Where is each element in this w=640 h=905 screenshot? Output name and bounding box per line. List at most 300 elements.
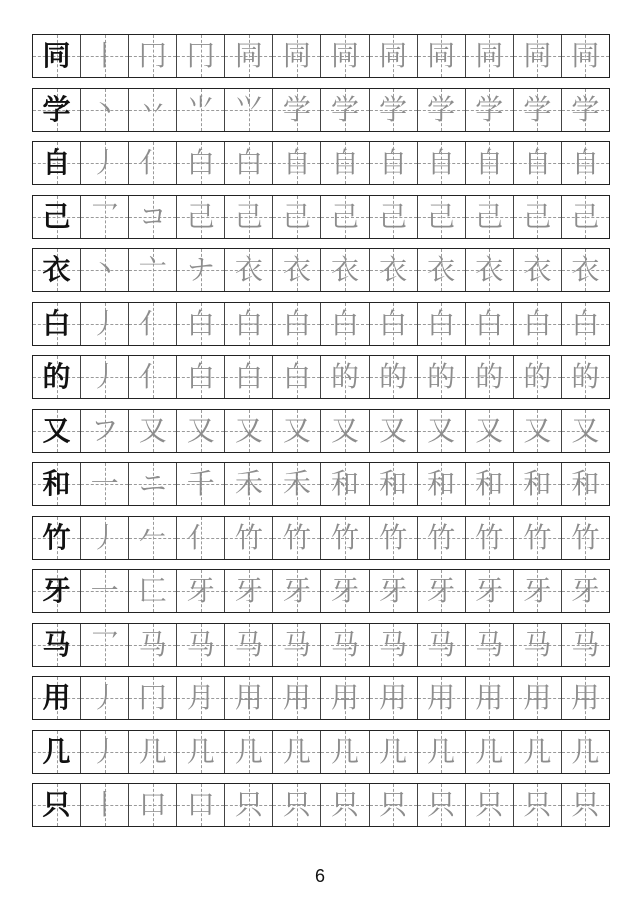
trace-cell bbox=[129, 410, 177, 452]
practice-row bbox=[32, 141, 610, 185]
stroke-order-step: 用 bbox=[234, 681, 263, 714]
trace-cell bbox=[418, 624, 466, 666]
stroke-order-step: 丿 bbox=[90, 146, 119, 179]
trace-cell bbox=[562, 517, 609, 559]
stroke-order-step: ⺌ bbox=[186, 92, 215, 126]
trace-cell bbox=[81, 196, 129, 238]
trace-cell bbox=[466, 356, 514, 398]
stroke-order-step: 用 bbox=[379, 681, 408, 714]
trace-cell bbox=[81, 731, 129, 773]
model-character: 用 bbox=[42, 681, 71, 714]
model-character: 自 bbox=[42, 146, 71, 179]
stroke-order-step: 亻 bbox=[138, 360, 167, 393]
trace-cell bbox=[418, 35, 466, 77]
trace-cell bbox=[562, 624, 609, 666]
trace-cell bbox=[370, 249, 418, 291]
trace-cell bbox=[466, 677, 514, 719]
stroke-order-step: 白 bbox=[571, 306, 600, 340]
trace-cell bbox=[177, 142, 225, 184]
stroke-order-step: 的 bbox=[523, 360, 552, 393]
stroke-order-step: 只 bbox=[475, 788, 504, 821]
trace-cell bbox=[273, 303, 321, 345]
trace-cell bbox=[321, 570, 369, 612]
trace-cell bbox=[514, 570, 562, 612]
trace-cell bbox=[562, 410, 609, 452]
trace-cell bbox=[466, 89, 514, 131]
trace-cell bbox=[273, 410, 321, 452]
trace-cell bbox=[514, 731, 562, 773]
stroke-order-step: 自 bbox=[379, 146, 408, 179]
trace-cell bbox=[418, 570, 466, 612]
stroke-order-step: 丨 bbox=[90, 788, 119, 821]
trace-cell bbox=[129, 784, 177, 826]
stroke-order-step: 丿 bbox=[90, 681, 119, 714]
trace-cell bbox=[225, 517, 273, 559]
stroke-order-step: 同 bbox=[571, 39, 600, 72]
stroke-order-step: 己 bbox=[427, 199, 456, 233]
stroke-order-step: 学 bbox=[571, 92, 600, 126]
stroke-order-step: 只 bbox=[427, 788, 456, 821]
practice-row bbox=[32, 623, 610, 667]
trace-cell bbox=[225, 677, 273, 719]
stroke-order-step: 又 bbox=[571, 413, 600, 447]
trace-cell bbox=[370, 784, 418, 826]
model-character: 牙 bbox=[42, 574, 71, 607]
stroke-order-step: 衣 bbox=[234, 253, 263, 286]
stroke-order-step: 竹 bbox=[523, 520, 552, 554]
stroke-order-step: 白 bbox=[186, 146, 215, 179]
trace-cell bbox=[129, 677, 177, 719]
trace-cell bbox=[321, 142, 369, 184]
trace-cell bbox=[562, 356, 609, 398]
stroke-order-step: 竹 bbox=[234, 520, 263, 554]
trace-cell bbox=[129, 35, 177, 77]
trace-cell bbox=[514, 89, 562, 131]
trace-cell bbox=[514, 356, 562, 398]
stroke-order-step: 同 bbox=[427, 39, 456, 72]
stroke-order-step: 几 bbox=[282, 734, 311, 768]
stroke-order-step: 牙 bbox=[475, 574, 504, 607]
stroke-order-step: 同 bbox=[523, 39, 552, 72]
trace-cell bbox=[321, 677, 369, 719]
model-character-cell bbox=[33, 624, 81, 666]
stroke-order-step: 用 bbox=[282, 681, 311, 714]
trace-cell bbox=[370, 356, 418, 398]
stroke-order-step: 竹 bbox=[571, 520, 600, 554]
trace-cell bbox=[562, 196, 609, 238]
stroke-order-step: 几 bbox=[138, 734, 167, 768]
stroke-order-step: 竹 bbox=[379, 520, 408, 554]
stroke-order-step: 同 bbox=[331, 39, 360, 72]
stroke-order-step: 用 bbox=[475, 681, 504, 714]
trace-cell bbox=[562, 784, 609, 826]
stroke-order-step: 自 bbox=[475, 146, 504, 179]
stroke-order-step: 己 bbox=[234, 199, 263, 233]
trace-cell bbox=[129, 249, 177, 291]
stroke-order-step: 的 bbox=[379, 360, 408, 393]
trace-cell bbox=[129, 463, 177, 505]
trace-cell bbox=[321, 784, 369, 826]
trace-cell bbox=[81, 35, 129, 77]
stroke-order-step: 禾 bbox=[234, 467, 263, 500]
trace-cell bbox=[177, 89, 225, 131]
model-character: 竹 bbox=[42, 520, 71, 554]
trace-cell bbox=[225, 89, 273, 131]
stroke-order-step: 牙 bbox=[523, 574, 552, 607]
stroke-order-step: 马 bbox=[523, 627, 552, 661]
stroke-order-step: 己 bbox=[475, 199, 504, 233]
trace-cell bbox=[225, 196, 273, 238]
trace-cell bbox=[273, 196, 321, 238]
stroke-order-step: 牙 bbox=[427, 574, 456, 607]
stroke-order-step: 乛 bbox=[90, 627, 119, 661]
model-character: 马 bbox=[42, 627, 71, 661]
stroke-order-step: 竹 bbox=[331, 520, 360, 554]
trace-cell bbox=[177, 356, 225, 398]
trace-cell bbox=[177, 196, 225, 238]
trace-cell bbox=[81, 410, 129, 452]
trace-cell bbox=[466, 517, 514, 559]
trace-cell bbox=[562, 677, 609, 719]
trace-cell bbox=[418, 89, 466, 131]
stroke-order-step: 衣 bbox=[571, 253, 600, 286]
stroke-order-step: 己 bbox=[282, 199, 311, 233]
trace-cell bbox=[370, 35, 418, 77]
model-character-cell bbox=[33, 89, 81, 131]
stroke-order-step: 白 bbox=[186, 306, 215, 340]
trace-cell bbox=[321, 356, 369, 398]
trace-cell bbox=[129, 196, 177, 238]
model-character: 又 bbox=[42, 413, 71, 447]
stroke-order-step: 同 bbox=[234, 39, 263, 72]
trace-cell bbox=[514, 249, 562, 291]
trace-cell bbox=[225, 142, 273, 184]
stroke-order-step: 白 bbox=[234, 360, 263, 393]
stroke-order-step: 丿 bbox=[90, 734, 119, 768]
stroke-order-step: 用 bbox=[523, 681, 552, 714]
model-character-cell bbox=[33, 784, 81, 826]
stroke-order-step: 几 bbox=[571, 734, 600, 768]
stroke-order-step: 丶 bbox=[90, 253, 119, 286]
trace-cell bbox=[129, 624, 177, 666]
trace-cell bbox=[466, 784, 514, 826]
trace-cell bbox=[514, 517, 562, 559]
trace-cell bbox=[321, 410, 369, 452]
stroke-order-step: 冂 bbox=[138, 39, 167, 72]
trace-cell bbox=[370, 89, 418, 131]
stroke-order-step: 只 bbox=[282, 788, 311, 821]
stroke-order-step: 和 bbox=[331, 467, 360, 500]
stroke-order-step: 自 bbox=[523, 146, 552, 179]
stroke-order-step: 马 bbox=[379, 627, 408, 661]
stroke-order-step: 学 bbox=[427, 92, 456, 126]
model-character: 衣 bbox=[42, 253, 71, 286]
trace-cell bbox=[177, 677, 225, 719]
stroke-order-step: 的 bbox=[475, 360, 504, 393]
trace-cell bbox=[273, 731, 321, 773]
stroke-order-step: 的 bbox=[427, 360, 456, 393]
trace-cell bbox=[562, 463, 609, 505]
trace-cell bbox=[370, 677, 418, 719]
trace-cell bbox=[273, 463, 321, 505]
model-character: 学 bbox=[42, 92, 71, 126]
trace-cell bbox=[370, 624, 418, 666]
trace-cell bbox=[81, 677, 129, 719]
trace-cell bbox=[514, 35, 562, 77]
stroke-order-step: 口 bbox=[138, 788, 167, 821]
stroke-order-step: 学 bbox=[331, 92, 360, 126]
stroke-order-step: 己 bbox=[331, 199, 360, 233]
trace-cell bbox=[321, 196, 369, 238]
trace-cell bbox=[514, 624, 562, 666]
trace-cell bbox=[81, 570, 129, 612]
stroke-order-step: 白 bbox=[523, 306, 552, 340]
trace-cell bbox=[562, 570, 609, 612]
page-number: 6 bbox=[314, 866, 325, 886]
stroke-order-step: 衣 bbox=[282, 253, 311, 286]
stroke-order-step: 亻 bbox=[138, 146, 167, 179]
trace-cell bbox=[273, 517, 321, 559]
trace-cell bbox=[370, 570, 418, 612]
stroke-order-step: 亻 bbox=[186, 520, 215, 554]
stroke-order-step: 的 bbox=[571, 360, 600, 393]
trace-cell bbox=[466, 410, 514, 452]
trace-cell bbox=[418, 677, 466, 719]
stroke-order-step: 亻 bbox=[138, 306, 167, 340]
stroke-order-step: フ bbox=[90, 413, 119, 447]
trace-cell bbox=[466, 463, 514, 505]
trace-cell bbox=[225, 35, 273, 77]
model-character-cell bbox=[33, 677, 81, 719]
stroke-order-step: 己 bbox=[379, 199, 408, 233]
trace-cell bbox=[418, 517, 466, 559]
trace-cell bbox=[321, 35, 369, 77]
trace-cell bbox=[418, 303, 466, 345]
trace-cell bbox=[225, 784, 273, 826]
stroke-order-step: 一 bbox=[90, 574, 119, 607]
stroke-order-step: 白 bbox=[234, 306, 263, 340]
stroke-order-step: 学 bbox=[523, 92, 552, 126]
stroke-order-step: 竹 bbox=[475, 520, 504, 554]
stroke-order-step: 白 bbox=[427, 306, 456, 340]
trace-cell bbox=[273, 142, 321, 184]
trace-cell bbox=[81, 249, 129, 291]
stroke-order-step: 和 bbox=[379, 467, 408, 500]
model-character: 同 bbox=[42, 39, 71, 72]
model-character-cell bbox=[33, 356, 81, 398]
stroke-order-step: 又 bbox=[475, 413, 504, 447]
trace-cell bbox=[466, 303, 514, 345]
stroke-order-step: 几 bbox=[331, 734, 360, 768]
trace-cell bbox=[273, 356, 321, 398]
stroke-order-step: 自 bbox=[427, 146, 456, 179]
trace-cell bbox=[466, 624, 514, 666]
trace-cell bbox=[129, 89, 177, 131]
stroke-order-step: 马 bbox=[571, 627, 600, 661]
trace-cell bbox=[466, 142, 514, 184]
practice-row bbox=[32, 195, 610, 239]
practice-grid bbox=[32, 34, 610, 837]
trace-cell bbox=[81, 142, 129, 184]
model-character-cell bbox=[33, 570, 81, 612]
stroke-order-step: 丿 bbox=[90, 360, 119, 393]
practice-row bbox=[32, 355, 610, 399]
stroke-order-step: 只 bbox=[234, 788, 263, 821]
stroke-order-step: 用 bbox=[427, 681, 456, 714]
trace-cell bbox=[370, 731, 418, 773]
stroke-order-step: 几 bbox=[523, 734, 552, 768]
trace-cell bbox=[562, 303, 609, 345]
practice-row bbox=[32, 569, 610, 613]
stroke-order-step: 竹 bbox=[282, 520, 311, 554]
trace-cell bbox=[514, 677, 562, 719]
stroke-order-step: 丿 bbox=[90, 520, 119, 554]
model-character-cell bbox=[33, 249, 81, 291]
stroke-order-step: 丷 bbox=[138, 92, 167, 126]
stroke-order-step: ⺍ bbox=[234, 92, 263, 126]
stroke-order-step: 和 bbox=[475, 467, 504, 500]
trace-cell bbox=[514, 142, 562, 184]
trace-cell bbox=[321, 249, 369, 291]
trace-cell bbox=[129, 517, 177, 559]
trace-cell bbox=[418, 142, 466, 184]
trace-cell bbox=[273, 624, 321, 666]
trace-cell bbox=[177, 624, 225, 666]
stroke-order-step: 白 bbox=[234, 146, 263, 179]
stroke-order-step: 匚 bbox=[138, 574, 167, 607]
trace-cell bbox=[370, 142, 418, 184]
trace-cell bbox=[466, 570, 514, 612]
trace-cell bbox=[81, 356, 129, 398]
trace-cell bbox=[370, 410, 418, 452]
practice-row bbox=[32, 88, 610, 132]
model-character-cell bbox=[33, 303, 81, 345]
stroke-order-step: 冂 bbox=[138, 681, 167, 714]
stroke-order-step: 己 bbox=[571, 199, 600, 233]
stroke-order-step: 自 bbox=[331, 146, 360, 179]
stroke-order-step: 口 bbox=[186, 788, 215, 821]
model-character-cell bbox=[33, 463, 81, 505]
stroke-order-step: 又 bbox=[331, 413, 360, 447]
trace-cell bbox=[514, 410, 562, 452]
stroke-order-step: 学 bbox=[379, 92, 408, 126]
model-character: 的 bbox=[42, 360, 71, 393]
stroke-order-step: 白 bbox=[186, 360, 215, 393]
trace-cell bbox=[370, 303, 418, 345]
stroke-order-step: コ bbox=[138, 199, 167, 233]
trace-cell bbox=[225, 249, 273, 291]
trace-cell bbox=[418, 463, 466, 505]
stroke-order-step: 牙 bbox=[282, 574, 311, 607]
trace-cell bbox=[321, 624, 369, 666]
trace-cell bbox=[562, 249, 609, 291]
trace-cell bbox=[466, 196, 514, 238]
stroke-order-step: 禾 bbox=[282, 467, 311, 500]
stroke-order-step: 马 bbox=[138, 627, 167, 661]
stroke-order-step: 白 bbox=[282, 360, 311, 393]
stroke-order-step: 亠 bbox=[138, 253, 167, 286]
stroke-order-step: 己 bbox=[186, 199, 215, 233]
stroke-order-step: 和 bbox=[427, 467, 456, 500]
trace-cell bbox=[321, 463, 369, 505]
stroke-order-step: 衣 bbox=[523, 253, 552, 286]
stroke-order-step: 竹 bbox=[427, 520, 456, 554]
trace-cell bbox=[273, 677, 321, 719]
stroke-order-step: 牙 bbox=[186, 574, 215, 607]
practice-row bbox=[32, 34, 610, 78]
model-character-cell bbox=[33, 142, 81, 184]
trace-cell bbox=[514, 196, 562, 238]
stroke-order-step: 同 bbox=[475, 39, 504, 72]
trace-cell bbox=[418, 410, 466, 452]
practice-row bbox=[32, 302, 610, 346]
trace-cell bbox=[225, 303, 273, 345]
trace-cell bbox=[370, 196, 418, 238]
stroke-order-step: 几 bbox=[186, 734, 215, 768]
stroke-order-step: 衣 bbox=[331, 253, 360, 286]
stroke-order-step: 马 bbox=[331, 627, 360, 661]
trace-cell bbox=[225, 410, 273, 452]
model-character-cell bbox=[33, 517, 81, 559]
trace-cell bbox=[562, 142, 609, 184]
trace-cell bbox=[562, 35, 609, 77]
stroke-order-step: 和 bbox=[523, 467, 552, 500]
trace-cell bbox=[321, 517, 369, 559]
trace-cell bbox=[273, 89, 321, 131]
stroke-order-step: 几 bbox=[475, 734, 504, 768]
practice-row bbox=[32, 676, 610, 720]
trace-cell bbox=[129, 142, 177, 184]
trace-cell bbox=[129, 356, 177, 398]
stroke-order-step: 又 bbox=[379, 413, 408, 447]
stroke-order-step: 牙 bbox=[571, 574, 600, 607]
stroke-order-step: 又 bbox=[186, 413, 215, 447]
stroke-order-step: ナ bbox=[186, 253, 215, 286]
stroke-order-step: 又 bbox=[427, 413, 456, 447]
stroke-order-step: 乛 bbox=[90, 199, 119, 233]
trace-cell bbox=[81, 303, 129, 345]
trace-cell bbox=[273, 35, 321, 77]
trace-cell bbox=[514, 303, 562, 345]
trace-cell bbox=[81, 517, 129, 559]
trace-cell bbox=[81, 463, 129, 505]
trace-cell bbox=[370, 463, 418, 505]
stroke-order-step: 丨 bbox=[90, 39, 119, 72]
model-character-cell bbox=[33, 35, 81, 77]
stroke-order-step: 同 bbox=[379, 39, 408, 72]
stroke-order-step: 马 bbox=[475, 627, 504, 661]
trace-cell bbox=[466, 731, 514, 773]
stroke-order-step: 白 bbox=[379, 306, 408, 340]
trace-cell bbox=[177, 303, 225, 345]
model-character-cell bbox=[33, 196, 81, 238]
stroke-order-step: 丿 bbox=[90, 306, 119, 340]
stroke-order-step: 自 bbox=[282, 146, 311, 179]
trace-cell bbox=[418, 249, 466, 291]
stroke-order-step: 马 bbox=[427, 627, 456, 661]
trace-cell bbox=[370, 517, 418, 559]
practice-row bbox=[32, 783, 610, 827]
stroke-order-step: 衣 bbox=[379, 253, 408, 286]
trace-cell bbox=[321, 303, 369, 345]
stroke-order-step: 学 bbox=[282, 92, 311, 126]
trace-cell bbox=[562, 731, 609, 773]
stroke-order-step: 牙 bbox=[331, 574, 360, 607]
trace-cell bbox=[177, 570, 225, 612]
stroke-order-step: 一 bbox=[90, 467, 119, 500]
practice-row bbox=[32, 462, 610, 506]
practice-row bbox=[32, 248, 610, 292]
